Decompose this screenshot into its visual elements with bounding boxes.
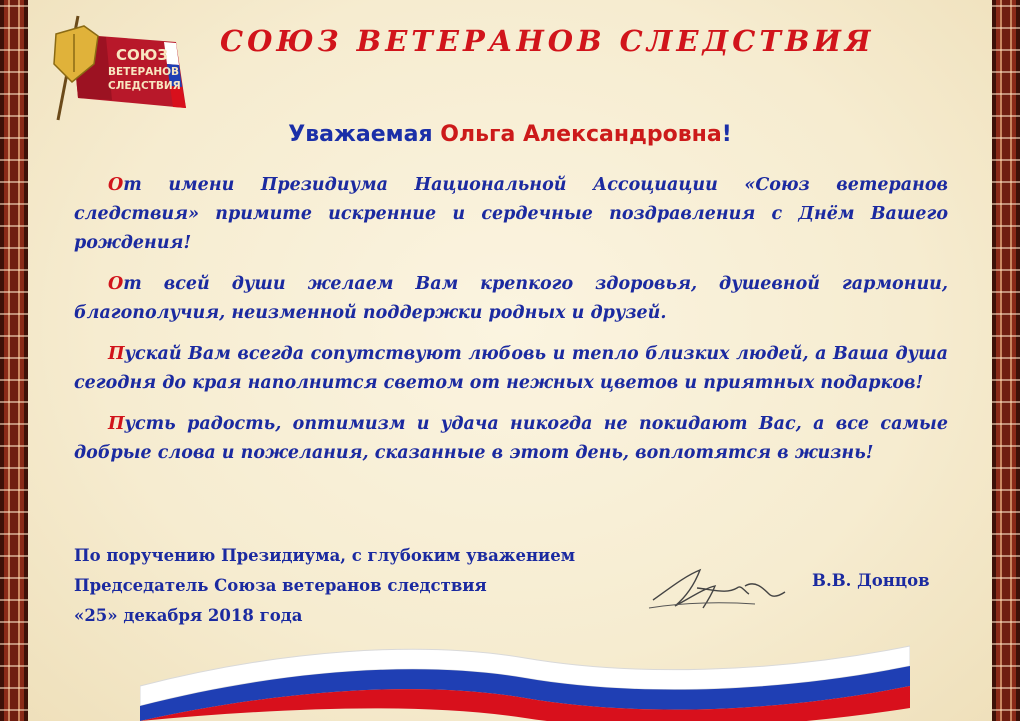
paragraph bbox=[74, 270, 948, 328]
right-ornament-border bbox=[992, 0, 1020, 721]
greeting-suffix: ! bbox=[721, 122, 732, 147]
paragraph-initial: О bbox=[108, 274, 124, 294]
paragraph-text: усть радость, оптимизм и удача никогда не покидают Вас, а все самые добрые слова и пожелания, сказанные в этот день, воплотятся в жизнь! bbox=[74, 414, 948, 463]
paragraph-text: ускай Вам всегда сопутствуют любовь и тепло близких людей, а Ваша душа сегодня до края наполнится светом от нежных цветов и приятных подарков! bbox=[74, 344, 948, 393]
paragraph-initial: О bbox=[108, 175, 124, 195]
logo-line-2: ВЕТЕРАНОВ bbox=[108, 66, 180, 78]
letter-body bbox=[74, 171, 948, 480]
logo-line-3: СЛЕДСТВИЯ bbox=[108, 80, 181, 92]
paragraph-initial: П bbox=[108, 414, 125, 434]
paragraph-text: т всей души желаем Вам крепкого здоровья, душевной гармонии, благополучия, неизменной поддержки родных и друзей. bbox=[74, 274, 948, 323]
logo-line-1: СОЮЗ bbox=[116, 46, 169, 64]
greeting bbox=[0, 122, 1020, 147]
chairman-name: В.В. Донцов bbox=[812, 571, 930, 590]
letter-date: «25» декабря 2018 года bbox=[74, 606, 303, 625]
organization-title: СОЮЗ ВЕТЕРАНОВ СЛЕДСТВИЯ bbox=[220, 24, 875, 58]
veterans-union-logo bbox=[36, 12, 196, 127]
paragraph bbox=[74, 171, 948, 258]
paragraph bbox=[74, 340, 948, 398]
paragraph-text: т имени Президиума Национальной Ассоциации «Союз ветеранов следствия» примите искренние и сердечные поздравления с Днём Вашего рождения! bbox=[74, 175, 948, 253]
handwritten-signature bbox=[645, 558, 795, 623]
recipient-name: Ольга Александровна bbox=[440, 122, 722, 147]
greeting-prefix: Уважаемая bbox=[288, 122, 441, 147]
tricolor-ribbon bbox=[140, 630, 910, 721]
footer-line-2: Председатель Союза ветеранов следствия bbox=[74, 576, 487, 595]
paragraph-initial: П bbox=[108, 344, 125, 364]
footer-line-1: По поручению Президиума, с глубоким уважением bbox=[74, 546, 576, 565]
paragraph bbox=[74, 410, 948, 468]
left-ornament-border bbox=[0, 0, 28, 721]
